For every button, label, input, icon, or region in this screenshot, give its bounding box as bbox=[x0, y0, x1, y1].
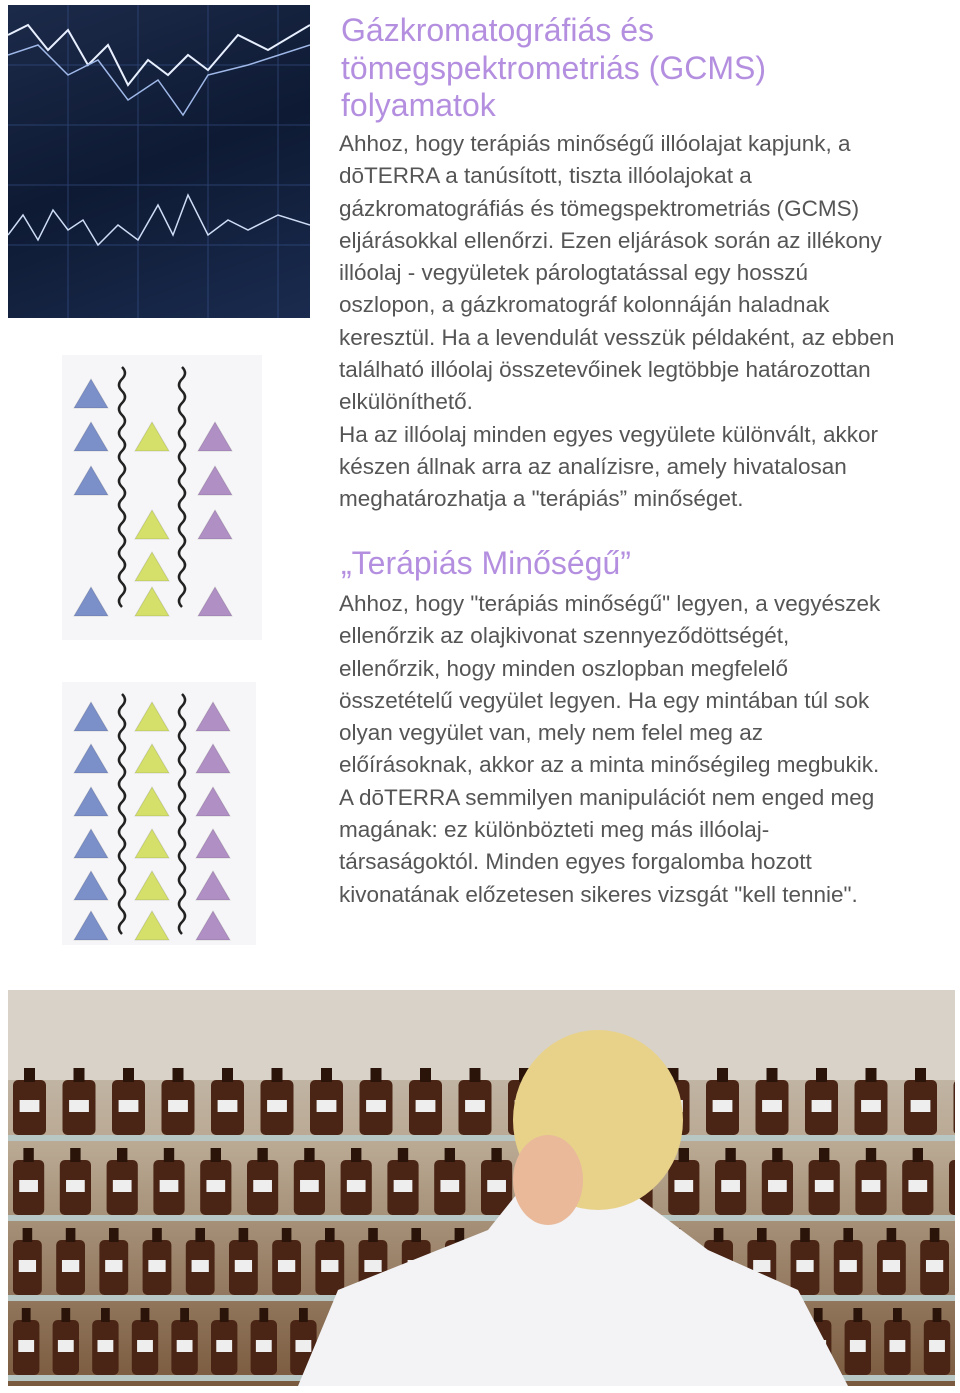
text-line: magának: ez különbözteti meg más illóolaj- bbox=[339, 817, 770, 843]
column-wall-line bbox=[119, 367, 125, 607]
text-line: található illóolaj összetevőinek legtöbbje határozottan bbox=[339, 357, 871, 383]
bottle-label bbox=[256, 1340, 272, 1352]
bottle-label bbox=[218, 1100, 238, 1112]
text-line: Ahhoz, hogy terápiás minőségű illóolajat kapjunk, a bbox=[339, 131, 851, 156]
bottle-cap bbox=[325, 1228, 335, 1242]
section2-heading: „Terápiás Minőségű” bbox=[341, 545, 631, 581]
triangle-icon bbox=[196, 787, 230, 816]
triangle-icon bbox=[74, 829, 108, 858]
aligned-compounds-diagram bbox=[62, 682, 256, 945]
bottle-label bbox=[796, 1260, 813, 1272]
bottle-label bbox=[366, 1100, 386, 1112]
bottle-cap bbox=[61, 1308, 70, 1322]
shelf bbox=[8, 1215, 955, 1221]
triangle-icon bbox=[74, 787, 108, 816]
text-line: keresztül. Ha a levendulát vesszük példaként, az ebben bbox=[339, 324, 895, 350]
bottle-label bbox=[278, 1260, 295, 1272]
bottle-cap bbox=[74, 1068, 85, 1082]
bottle-cap bbox=[819, 1148, 829, 1162]
bottle-cap bbox=[843, 1228, 853, 1242]
triangle-icon bbox=[135, 702, 169, 731]
wall-background bbox=[8, 990, 955, 1080]
triangle-icon bbox=[74, 702, 108, 731]
bottle-cap bbox=[445, 1148, 455, 1162]
section1-paragraph bbox=[339, 128, 894, 516]
bottle-cap bbox=[22, 1308, 31, 1322]
bottle-label bbox=[105, 1260, 122, 1272]
bottle-label bbox=[762, 1100, 782, 1112]
bottle-label bbox=[812, 1100, 832, 1112]
column-wall-line bbox=[179, 694, 185, 934]
bottle-label bbox=[253, 1180, 272, 1192]
bottle-label bbox=[19, 1260, 36, 1272]
bottle-label bbox=[69, 1100, 89, 1112]
text-line: társaságoktól. Minden egyes forgalomba hozott bbox=[339, 849, 812, 875]
column-wall-line bbox=[119, 694, 125, 934]
triangle-icon bbox=[74, 466, 108, 495]
text-line: olyan vegyület van, mely nem felel meg az bbox=[339, 720, 763, 746]
bottle-cap bbox=[259, 1308, 268, 1322]
bottle-cap bbox=[304, 1148, 314, 1162]
triangle-icon bbox=[198, 422, 232, 451]
bottle-cap bbox=[368, 1228, 378, 1242]
triangle-icon bbox=[198, 587, 232, 616]
bottle-label bbox=[168, 1100, 188, 1112]
bottle-label bbox=[300, 1180, 319, 1192]
bottle-cap bbox=[164, 1148, 174, 1162]
bottle-cap bbox=[915, 1068, 926, 1082]
bottle-label bbox=[113, 1180, 132, 1192]
bottle-label bbox=[321, 1260, 338, 1272]
bottle-cap bbox=[152, 1228, 162, 1242]
bottle-cap bbox=[24, 1068, 35, 1082]
text-line: eljárásokkal ellenőrzi. Ezen eljárások során az illékony bbox=[339, 227, 882, 253]
bottle-cap bbox=[725, 1148, 735, 1162]
neck bbox=[513, 1135, 583, 1225]
triangle-icon bbox=[135, 787, 169, 816]
bottle-cap bbox=[117, 1148, 127, 1162]
bottle-label bbox=[416, 1100, 436, 1112]
text-line: A dōTERRA semmilyen manipulációt nem enged meg bbox=[339, 784, 875, 810]
bottle-cap bbox=[887, 1228, 897, 1242]
bottle-cap bbox=[814, 1308, 823, 1322]
bottle-cap bbox=[351, 1148, 361, 1162]
bottle-label bbox=[487, 1180, 506, 1192]
bottle-label bbox=[19, 1180, 38, 1192]
bottle-cap bbox=[933, 1308, 942, 1322]
chart-lines-graphic bbox=[8, 5, 310, 318]
bottle-label bbox=[267, 1100, 287, 1112]
triangle-columns-graphic bbox=[62, 682, 256, 945]
bottle-cap bbox=[455, 1228, 465, 1242]
text-line: készen állnak arra az analízisre, amely hivatalosan bbox=[339, 453, 847, 479]
bottle-label bbox=[440, 1180, 459, 1192]
bottle-label bbox=[850, 1340, 866, 1352]
bottle-cap bbox=[23, 1228, 33, 1242]
heading-line: folyamatok bbox=[341, 87, 496, 123]
bottle-cap bbox=[141, 1308, 150, 1322]
triangle-icon bbox=[135, 422, 169, 451]
bottle bbox=[949, 1160, 955, 1215]
text-line: oszlopon, a gázkromatográf kolonnáján haladnak bbox=[339, 292, 830, 318]
bottle-label bbox=[929, 1340, 945, 1352]
bottle-cap bbox=[679, 1148, 689, 1162]
text-line: összetételű vegyület legyen. Ha egy mintában túl sok bbox=[339, 687, 870, 713]
bottle-label bbox=[192, 1260, 209, 1272]
text-line: Ha az illóolaj minden egyes vegyülete különvált, akkor bbox=[339, 421, 879, 447]
bottle-cap bbox=[913, 1148, 923, 1162]
bottle-label bbox=[62, 1260, 79, 1272]
bottle-cap bbox=[714, 1228, 724, 1242]
bottle-cap bbox=[173, 1068, 184, 1082]
bottle-cap bbox=[411, 1228, 421, 1242]
bottle-label bbox=[926, 1260, 943, 1272]
text-line: illóolaj - vegyületek párologtatással egy hosszú bbox=[339, 260, 809, 286]
bottle-cap bbox=[371, 1068, 382, 1082]
bottle-label bbox=[908, 1180, 927, 1192]
stock-chart-image bbox=[8, 5, 310, 318]
text-line: előírásoknak, akkor az a minta minőségileg megbukik. bbox=[339, 752, 880, 778]
bottle-cap bbox=[398, 1148, 408, 1162]
triangle-icon bbox=[135, 911, 169, 940]
bottle-cap bbox=[272, 1068, 283, 1082]
laboratory-photo bbox=[8, 990, 955, 1386]
bottle-cap bbox=[866, 1068, 877, 1082]
bottle-label bbox=[18, 1340, 34, 1352]
text-line: ellenőrzik, hogy minden oszlopban megfelelő bbox=[339, 655, 789, 681]
separated-compounds-diagram bbox=[62, 355, 262, 640]
bottle-label bbox=[206, 1180, 225, 1192]
triangle-icon bbox=[135, 871, 169, 900]
triangle-icon bbox=[196, 829, 230, 858]
bottle-label bbox=[721, 1180, 740, 1192]
bottle-cap bbox=[123, 1068, 134, 1082]
bottle-label bbox=[911, 1100, 931, 1112]
bottle-cap bbox=[772, 1148, 782, 1162]
bottle-label bbox=[148, 1260, 165, 1272]
bottle-cap bbox=[816, 1068, 827, 1082]
text-line: ellenőrzik az olajkivonat szennyeződöttségét, bbox=[339, 623, 790, 649]
heading-line: Gázkromatográfiás és bbox=[341, 12, 655, 48]
bottle-label bbox=[862, 1180, 881, 1192]
bottle-cap bbox=[195, 1228, 205, 1242]
bottle-label bbox=[883, 1260, 900, 1272]
triangle-icon bbox=[198, 510, 232, 539]
triangle-icon bbox=[198, 466, 232, 495]
text-line: meghatározhatja a "terápiás” minőséget. bbox=[339, 486, 744, 512]
bottle-cap bbox=[866, 1148, 876, 1162]
bottle-cap bbox=[800, 1228, 810, 1242]
text-line: dōTERRA a tanúsított, tiszta illóolajokat a bbox=[339, 163, 752, 189]
bottle-label bbox=[317, 1100, 337, 1112]
triangle-icon bbox=[74, 871, 108, 900]
bottle-cap bbox=[66, 1228, 76, 1242]
bottle-label bbox=[295, 1340, 311, 1352]
lab-bottles-graphic bbox=[8, 990, 955, 1386]
bottle-cap bbox=[853, 1308, 862, 1322]
bottle-label bbox=[235, 1260, 252, 1272]
triangle-icon bbox=[196, 871, 230, 900]
bottle-label bbox=[160, 1180, 179, 1192]
text-line: elkülöníthető. bbox=[339, 389, 473, 415]
bottle-cap bbox=[491, 1148, 501, 1162]
text-line: Ahhoz, hogy "terápiás minőségű" legyen, a vegyészek bbox=[339, 591, 881, 616]
bottle-cap bbox=[299, 1308, 308, 1322]
triangle-icon bbox=[135, 744, 169, 773]
text-line: gázkromatográfiás és tömegspektrometriás (GCMS) bbox=[339, 195, 860, 221]
bottle-label bbox=[347, 1180, 366, 1192]
triangle-icon bbox=[135, 587, 169, 616]
bottle-label bbox=[119, 1100, 139, 1112]
bottle-label bbox=[768, 1180, 787, 1192]
bottle-cap bbox=[420, 1068, 431, 1082]
bottle-label bbox=[753, 1260, 770, 1272]
bottle-cap bbox=[239, 1228, 249, 1242]
bottle-cap bbox=[930, 1228, 940, 1242]
bottle-label bbox=[58, 1340, 74, 1352]
bottle-cap bbox=[717, 1068, 728, 1082]
bottle-label bbox=[177, 1340, 193, 1352]
triangle-icon bbox=[196, 744, 230, 773]
triangle-icon bbox=[74, 379, 108, 408]
bottle-label bbox=[815, 1180, 834, 1192]
bottle-label bbox=[465, 1100, 485, 1112]
bottle-label bbox=[216, 1340, 232, 1352]
column-wall-line bbox=[179, 367, 185, 607]
bottle-label bbox=[889, 1340, 905, 1352]
bottle-label bbox=[97, 1340, 113, 1352]
triangle-icon bbox=[74, 587, 108, 616]
triangle-icon bbox=[74, 422, 108, 451]
bottle-cap bbox=[257, 1148, 267, 1162]
bottle-cap bbox=[222, 1068, 233, 1082]
section1-heading bbox=[341, 12, 766, 125]
text-line: kivonatának előzetesen sikeres vizsgát "kell tennie". bbox=[339, 881, 858, 907]
bottle-label bbox=[137, 1340, 153, 1352]
bottle-cap bbox=[321, 1068, 332, 1082]
triangle-icon bbox=[135, 552, 169, 581]
bottle-label bbox=[713, 1100, 733, 1112]
bottle-cap bbox=[282, 1228, 292, 1242]
bottle-cap bbox=[893, 1308, 902, 1322]
shelf bbox=[8, 1135, 955, 1141]
triangle-icon bbox=[74, 744, 108, 773]
bottle-cap bbox=[470, 1068, 481, 1082]
triangle-icon bbox=[196, 702, 230, 731]
bottle-label bbox=[364, 1260, 381, 1272]
triangle-icon bbox=[74, 911, 108, 940]
bottle-label bbox=[20, 1100, 40, 1112]
bottle-cap bbox=[70, 1148, 80, 1162]
heading-line: tömegspektrometriás (GCMS) bbox=[341, 49, 766, 86]
bottle-cap bbox=[757, 1228, 767, 1242]
bottle-label bbox=[394, 1180, 413, 1192]
bottle bbox=[954, 1080, 956, 1135]
triangle-icon bbox=[135, 510, 169, 539]
bottle-label bbox=[861, 1100, 881, 1112]
triangle-columns-graphic bbox=[62, 355, 262, 640]
bottle-cap bbox=[767, 1068, 778, 1082]
bottle-label bbox=[674, 1180, 693, 1192]
bottle-label bbox=[840, 1260, 857, 1272]
bottle-cap bbox=[180, 1308, 189, 1322]
bottle-label bbox=[66, 1180, 85, 1192]
bottle-cap bbox=[23, 1148, 33, 1162]
bottle-cap bbox=[109, 1228, 119, 1242]
bottle-cap bbox=[211, 1148, 221, 1162]
bottle-cap bbox=[220, 1308, 229, 1322]
bottle-cap bbox=[101, 1308, 110, 1322]
triangle-icon bbox=[135, 829, 169, 858]
section2-paragraph bbox=[339, 588, 880, 911]
triangle-icon bbox=[196, 911, 230, 940]
